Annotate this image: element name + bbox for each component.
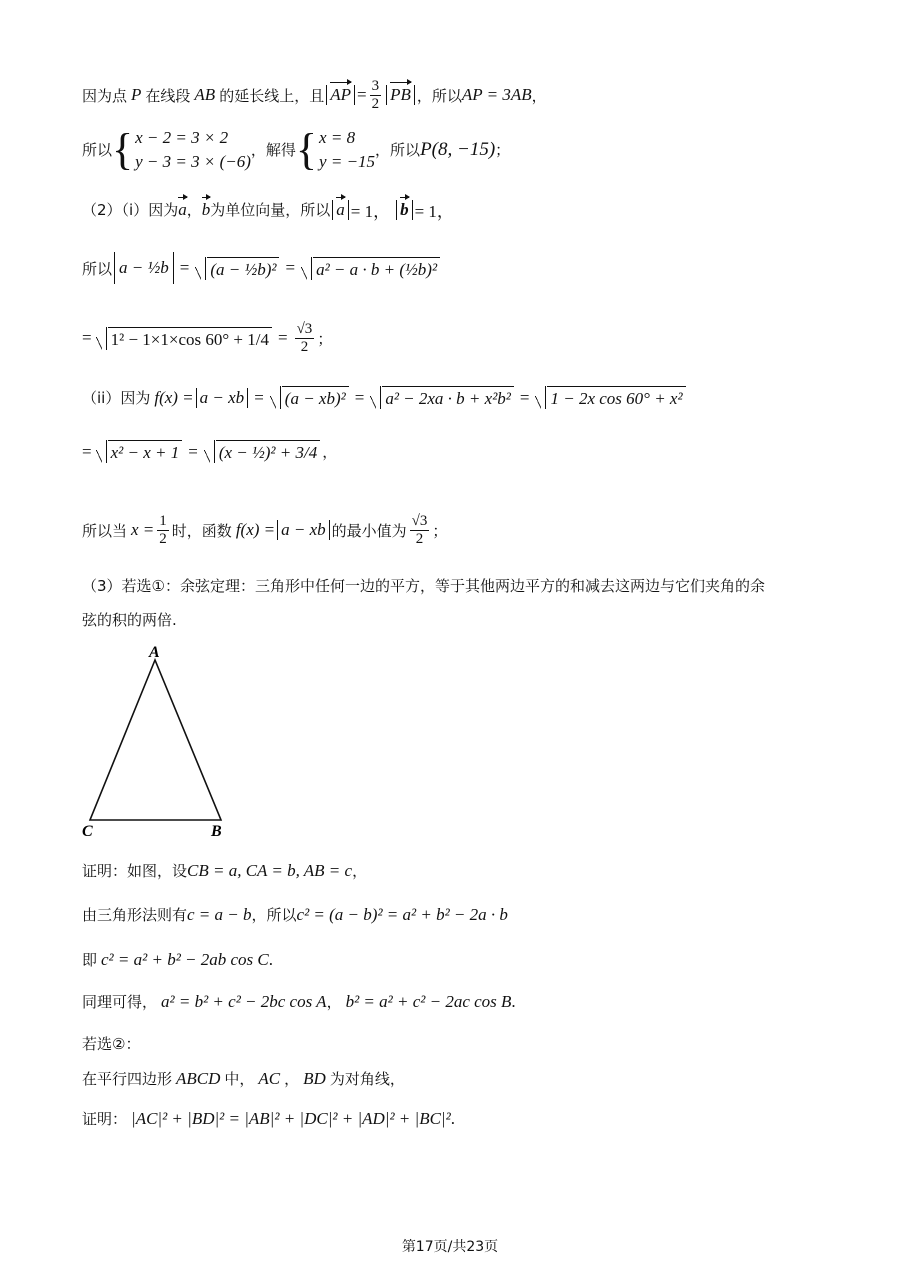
equals: = [82,328,92,347]
abs-b [396,200,413,220]
radicand: 1² − 1×1×cos 60° + 1/4 [108,327,272,350]
diagonal-bd: BD [303,1068,326,1088]
text: ， [531,86,547,105]
equals-one: = 1， [414,202,454,221]
text: 时，函数 [171,521,232,540]
text: ，所以 [375,141,421,160]
parallelogram-identity: |AC|² + |BD|² = |AB|² + |DC|² + |AD|² + |BC|² [131,1108,451,1128]
line-14 [82,991,516,1012]
text: ； [317,329,333,348]
line-2 [82,126,510,174]
label-a: A [149,644,160,661]
text: . [450,1108,455,1128]
numerator: 1 [159,513,167,529]
text: ， [284,1070,300,1088]
law-of-cosines: c² = a² + b² − 2ab cos C [101,949,269,969]
left-brace: { [112,124,134,174]
text: ， [322,443,338,461]
vector-b: b [400,199,409,219]
sqrt [270,386,349,409]
equation-row: x − 2 = 3 × 2 [135,128,229,147]
radicand: (a − xb)² [282,386,349,409]
fraction [295,321,315,355]
expansion: c² = (a − b)² = a² + b² − 2a · b [296,904,508,924]
radicand: x² − x + 1 [108,440,183,463]
text: 所以当 [82,521,128,540]
text: . [511,991,516,1011]
line-8 [82,513,447,547]
page-footer: 第17页/共23页 [401,1239,499,1255]
sqrt [301,257,440,280]
segment-ab: AB [194,85,216,104]
equals: = [357,85,367,104]
vector-ap: AP [330,85,351,104]
text: 证明：如图，设 [82,862,188,880]
abs-a [332,200,349,220]
line-16 [82,1068,405,1089]
denominator: 2 [371,95,380,112]
radicand: 1 − 2x cos 60° + x² [547,386,685,409]
fraction [370,78,382,112]
abs-expression: a − xb [196,388,249,408]
line-12 [82,904,508,925]
text: . [268,949,274,969]
vector-a: a [178,199,187,219]
sqrt [195,257,279,280]
line-5: = 1² − 1×1×cos 60° + 1/4 = $\frac{√3}{2}$ ； [82,321,333,355]
text: 同理可得， [82,993,158,1011]
point-result: P(8, −15) [420,138,496,160]
text: 在平行四边形 [82,1070,173,1088]
text: ，所以 [251,906,297,924]
equals-one: = 1， [350,202,391,221]
text: 的延长线上，且 [219,86,325,105]
abs-ap [326,85,355,105]
text: ， [186,201,202,219]
equation-row: y − 3 = 3 × (−6) [135,151,251,171]
radicand: (x − ½)² + 3/4 [216,440,320,463]
numerator: 3 [371,78,380,94]
vector-pb: PB [390,85,411,104]
diagonal-ac: AC [258,1068,281,1088]
text: ，解得 [250,141,296,160]
line-11 [82,860,367,881]
vector-relation: AP = 3AB [461,85,532,104]
text: ，所以 [416,86,462,105]
label-b: B [211,823,222,840]
fraction [410,513,430,547]
text: 证明： [82,1110,128,1128]
text: 在线段 [145,86,191,105]
equation-row: x = 8 [319,128,356,147]
line-1 [82,78,547,112]
line-9: （3）若选①：余弦定理：三角形中任何一边的平方，等于其他两边平方的和减去这两边与它们夹角的余 [82,577,765,595]
line-3 [82,197,454,222]
law-of-cosines-b: b² = a² + c² − 2ac cos B [345,991,512,1011]
line-7: = x² − x + 1 = (x − ½)² + 3/4 ， [82,441,338,462]
line-17 [82,1108,455,1129]
line-6: （ii）因为 f(x) = a − xb = (a − xb)² = a² − 2xa · b + x²b² = 1 − 2x cos 60° + x² [82,386,688,409]
x-equals: x = [131,520,155,539]
abs-expression: a − xb [277,520,330,540]
text: 为单位向量，所以 [210,201,331,219]
denominator: 2 [415,530,424,547]
vector-definitions: CB = a, CA = b, AB = c [187,860,353,880]
sqrt [96,327,272,350]
law-of-cosines-a: a² = b² + c² − 2bc cos A [161,991,327,1011]
function-f: f(x) = [154,387,194,407]
solution-system [319,126,375,174]
text: 为对角线， [329,1070,405,1088]
denominator: 2 [300,338,309,355]
line-15: 若选②： [82,1035,141,1053]
radicand: a² − a · b + (½b)² [313,257,440,280]
equation-row: y = −15 [319,151,376,171]
text: （2）（i）因为 [82,201,179,219]
label-c: C [82,823,93,840]
sqrt [96,440,183,463]
text: 由三角形法则有 [82,906,188,924]
sqrt [535,386,685,409]
text: 中， [224,1070,255,1088]
point-p: P [131,85,142,104]
radicand: a² − 2xa · b + x²b² [382,386,514,409]
text: （ii）因为 [82,389,151,407]
abs-expression: a − ½b [114,252,174,284]
equals: = [82,441,92,461]
text: 即 [82,951,98,969]
sqrt [370,386,514,409]
line-4: 所以 a − ½b = (a − ½b)² = a² − a · b + (½b)² [82,252,442,284]
numerator: √3 [296,321,313,337]
vector-b: b [201,199,211,219]
text: ； [432,521,448,540]
vector-a: a [336,199,345,219]
triangle-diagram [78,640,248,840]
text: 所以 [82,141,113,160]
text: ； [495,141,511,160]
text: 所以 [82,259,113,278]
triangle-abc [90,660,221,820]
line-13 [82,949,273,970]
text: 的最小值为 [331,521,407,540]
fraction [157,513,169,547]
text: ， [352,862,368,880]
text: 因为点 [82,86,128,105]
numerator: √3 [411,513,428,529]
abs-pb [386,85,415,105]
radicand: (a − ½b)² [207,257,279,280]
function-f: f(x) = [235,520,276,539]
denominator: 2 [159,530,167,547]
sqrt [204,440,320,463]
line-10: 弦的积的两倍. [82,611,177,629]
equation-system [135,126,251,174]
text: ， [326,993,342,1011]
left-brace: { [295,124,318,174]
quad-abcd: ABCD [176,1068,221,1088]
triangle-rule: c = a − b [187,904,252,924]
